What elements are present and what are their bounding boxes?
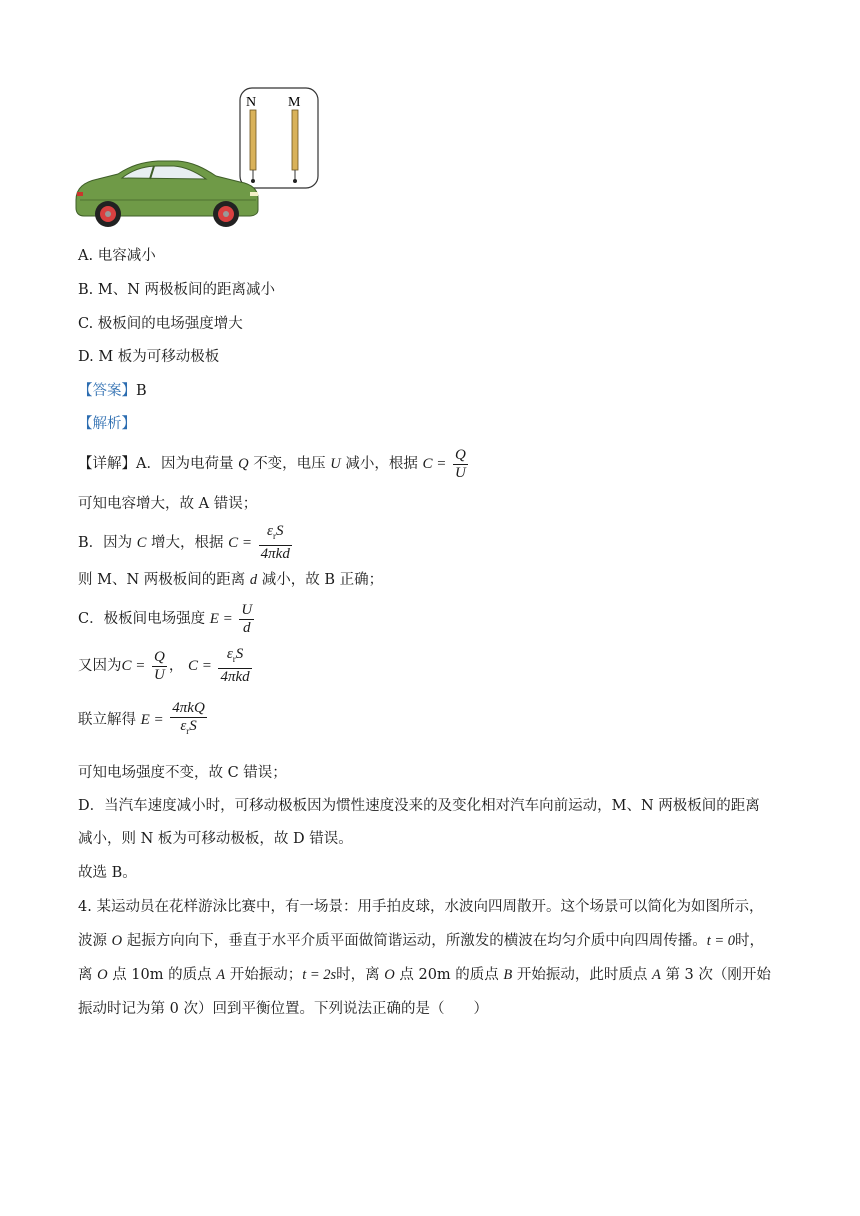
detail-a-text1: A．因为电荷量 <box>136 456 234 472</box>
detail-a-text2: 不变，电压 <box>253 456 326 472</box>
var-c: C <box>136 535 147 551</box>
detail-c-line2: 又因为C = $\frac{Q}{U}$ ， C = $\frac{\varepsilon_rS}{\text{4πkd}}$ <box>78 646 250 685</box>
plate-n <box>250 110 256 170</box>
formula-c-eq: C = <box>228 535 253 551</box>
detail-d-line2: 减小，则 N 板为可移动极板，故 D 错误。 <box>78 831 353 847</box>
option-b: B. M、N 两极板间的距离减小 <box>78 282 276 298</box>
car-capacitor-figure <box>70 82 330 232</box>
plate-m <box>292 110 298 170</box>
answer-value: B <box>136 383 147 399</box>
fraction-q-over-u-2: $\frac{Q}{U}$ <box>154 648 165 683</box>
detail-d-line1: D．当汽车速度减小时，可移动极板因为惯性速度没来的及变化相对汽车向前运动，M、N 两极板间的距离 <box>78 798 760 814</box>
detail-a-text3: 减小，根据 <box>345 456 418 472</box>
analysis-tag: 【解析】 <box>78 416 136 432</box>
formula-e-eq: E = <box>209 611 233 627</box>
detail-b-line2: 则 M、N 两极板间的距离 d 减小，故 B 正确； <box>78 572 384 588</box>
fraction-q-over-u: $\frac{Q}{U}$ <box>455 446 466 481</box>
plate-m-terminal <box>293 179 297 183</box>
plate-n-terminal <box>251 179 255 183</box>
detail-b-line1 <box>78 523 294 563</box>
detail-a-line2: 可知电容增大，故 A 错误； <box>78 496 258 512</box>
plate-n-label: N <box>246 95 257 110</box>
detail-tag: 【详解】 <box>78 456 136 472</box>
detail-b-text1: B．因为 <box>78 535 133 551</box>
detail-choose: 故选 B。 <box>78 865 137 881</box>
detail-c-line1: C．极板间电场强度 E = $\frac{U}{d}$ <box>78 601 253 636</box>
q4-line3: 离 O 点 10m 的质点 A 开始振动；t = 2s时，离 O 点 20m 的质点 B 开始振动，此时质点 A 第 3 次（刚开始 <box>78 967 771 983</box>
q4-line2: 波源 O 起振方向向下，垂直于水平介质平面做简谐运动，所激发的横波在均匀介质中向四周传播。t = 0时， <box>78 933 765 949</box>
car-illustration <box>76 161 258 227</box>
plate-m-label: M <box>288 95 301 110</box>
detail-a-line1 <box>78 446 470 482</box>
q4-line1: 4. 某运动员在花样游泳比赛中，有一场景：用手拍皮球，水波向四周散开。这个场景可以简化为如图所示， <box>78 899 764 915</box>
fraction-4pikq-over-eps-s: $\frac{\text{4πkQ}}{\varepsilon_rS}$ <box>172 700 205 736</box>
answer-tag: 【答案】 <box>78 383 136 399</box>
detail-c-line4: 可知电场强度不变，故 C 错误； <box>78 765 287 781</box>
formula-c-eq: C = <box>422 456 447 472</box>
option-c: C. 极板间的电场强度增大 <box>78 316 243 332</box>
detail-b-text2: 增大，根据 <box>151 535 224 551</box>
fraction-eps-s-over-4pikd: $\frac{\varepsilon_rS}{\text{4πkd}}$ <box>260 523 290 562</box>
answer-line <box>78 381 147 401</box>
var-q: Q <box>238 456 249 472</box>
fraction-u-over-d: $\frac{U}{d}$ <box>241 601 253 636</box>
detail-c-line3: 联立解得 E = $\frac{\text{4πkQ}}{\varepsilon_rS}$ <box>78 700 209 740</box>
option-a: A. 电容减小 <box>78 248 156 264</box>
q4-line4: 振动时记为第 0 次）回到平衡位置。下列说法正确的是（ ） <box>78 1001 488 1017</box>
option-d: D. M 板为可移动极板 <box>78 349 220 365</box>
fraction-eps-s-over-4pikd-2: $\frac{\varepsilon_rS}{\text{4πkd}}$ <box>220 646 250 685</box>
var-u: U <box>330 456 341 472</box>
